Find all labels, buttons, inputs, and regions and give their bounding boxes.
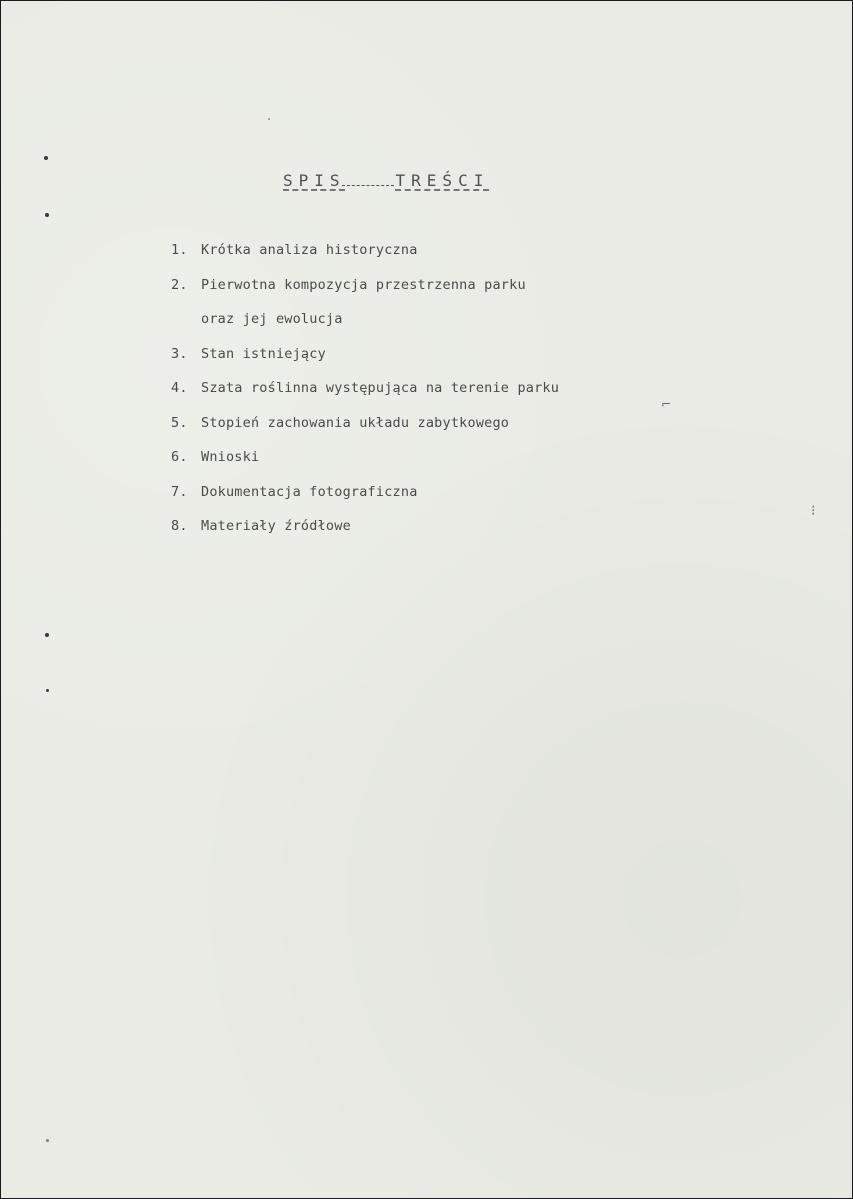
toc-item-text: Stan istniejący xyxy=(201,345,326,362)
margin-dot xyxy=(45,213,49,217)
document-title xyxy=(283,171,489,190)
title-word-1: SPIS xyxy=(283,171,346,190)
margin-dot xyxy=(268,118,270,120)
margin-dot xyxy=(44,156,48,160)
title-separator xyxy=(342,171,394,186)
toc-item-number: 6. xyxy=(171,449,188,465)
toc-item-1 xyxy=(171,233,559,268)
toc-item-3 xyxy=(171,337,559,372)
toc-item-text: Dokumentacja fotograficzna xyxy=(201,483,418,500)
toc-item-8 xyxy=(171,509,559,544)
pen-mark: ⌐ xyxy=(661,397,672,411)
toc-item-2 xyxy=(171,268,559,303)
toc-item-text: oraz jej ewolucja xyxy=(201,311,343,327)
toc-item-text: Szata roślinna występująca na terenie parku xyxy=(201,380,560,396)
toc-item-2-continuation xyxy=(171,302,559,337)
toc-item-text: Materiały źródłowe xyxy=(201,518,351,534)
margin-dot xyxy=(46,689,49,692)
toc-item-number: 1. xyxy=(171,242,188,258)
toc-item-5 xyxy=(171,406,559,441)
toc-item-number: 8. xyxy=(171,518,188,534)
toc-item-number: 2. xyxy=(171,276,188,293)
pen-mark: ⁝ xyxy=(811,503,816,519)
toc-item-4 xyxy=(171,371,559,406)
toc-item-number: 7. xyxy=(171,483,188,500)
margin-dot xyxy=(46,1139,49,1142)
toc-item-text: Wnioski xyxy=(201,449,260,465)
toc-item-number: 3. xyxy=(171,345,188,362)
margin-dot xyxy=(45,633,49,637)
toc-item-7 xyxy=(171,475,559,510)
toc-item-text: Pierwotna kompozycja przestrzenna parku xyxy=(201,276,526,293)
title-word-2: TREŚCI xyxy=(395,171,490,190)
toc-item-number: 4. xyxy=(171,380,188,396)
toc-item-6 xyxy=(171,440,559,475)
toc-item-text: Stopień zachowania układu zabytkowego xyxy=(201,414,510,431)
toc-item-number: 5. xyxy=(171,414,188,431)
toc-item-text: Krótka analiza historyczna xyxy=(201,242,418,258)
table-of-contents xyxy=(171,233,559,544)
